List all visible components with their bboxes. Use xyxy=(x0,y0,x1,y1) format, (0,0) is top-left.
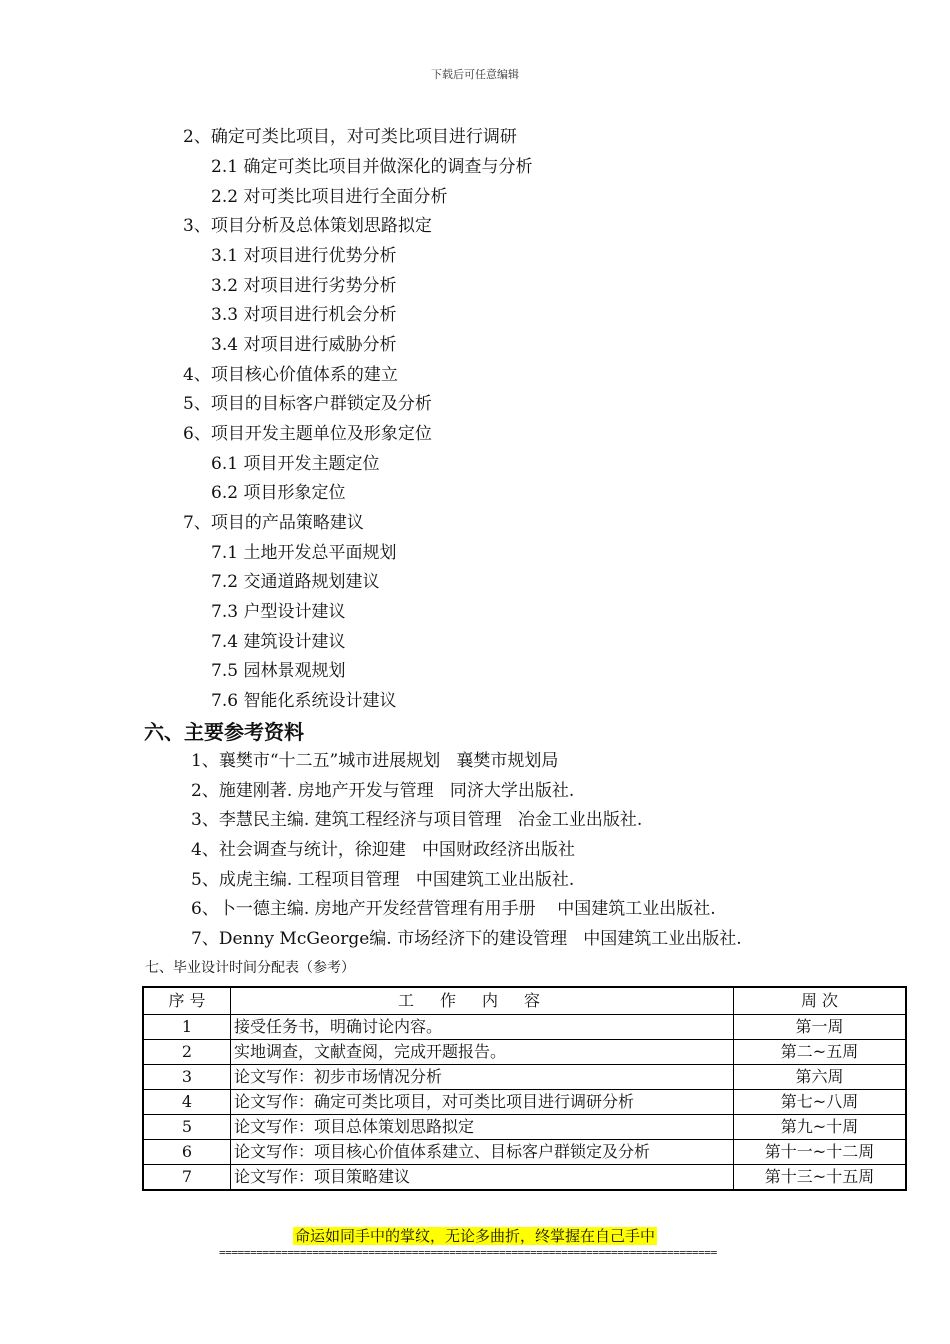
footer-motto-text: 命运如同手中的掌纹，无论多曲折，终掌握在自己手中 xyxy=(294,1227,655,1245)
outline-item-5: 5、项目的目标客户群锁定及分析 xyxy=(183,394,432,414)
outline-item-2-2: 2.2 对可类比项目进行全面分析 xyxy=(211,187,448,207)
row-index: 4 xyxy=(143,1090,231,1115)
row-index: 5 xyxy=(143,1115,231,1140)
footer-rule: ================================================================================ xyxy=(219,1246,717,1259)
page-header: 下载后可任意编辑 xyxy=(431,68,519,81)
outline-item-3-1: 3.1 对项目进行优势分析 xyxy=(211,246,397,266)
reference-item: 3、李慧民主编. 建筑工程经济与项目管理 冶金工业出版社. xyxy=(191,810,643,830)
outline-item-3-3: 3.3 对项目进行机会分析 xyxy=(211,305,397,325)
row-week: 第十一~十二周 xyxy=(734,1140,907,1165)
row-week: 第十三~十五周 xyxy=(734,1165,907,1191)
outline-item-3-4: 3.4 对项目进行威胁分析 xyxy=(211,335,397,355)
references-title: 六、主要参考资料 xyxy=(144,720,304,744)
row-week: 第六周 xyxy=(734,1065,907,1090)
table-row xyxy=(143,1040,906,1065)
outline-item-7-5: 7.5 园林景观规划 xyxy=(211,661,346,681)
row-content: 论文写作：初步市场情况分析 xyxy=(231,1065,734,1090)
outline-item-3: 3、项目分析及总体策划思路拟定 xyxy=(183,216,432,236)
table-header-row xyxy=(143,987,906,1015)
outline-item-6: 6、项目开发主题单位及形象定位 xyxy=(183,424,432,444)
header-week: 周 次 xyxy=(734,987,907,1015)
schedule-caption: 七、毕业设计时间分配表（参考） xyxy=(145,960,355,976)
table-row xyxy=(143,1165,906,1191)
table-row xyxy=(143,1015,906,1040)
row-week: 第七~八周 xyxy=(734,1090,907,1115)
header-index: 序 号 xyxy=(143,987,231,1015)
row-content: 接受任务书，明确讨论内容。 xyxy=(231,1015,734,1040)
table-row xyxy=(143,1065,906,1090)
reference-item: 4、社会调查与统计，徐迎建 中国财政经济出版社 xyxy=(191,840,576,860)
table-row xyxy=(143,1090,906,1115)
outline-item-2: 2、确定可类比项目，对可类比项目进行调研 xyxy=(183,127,517,147)
row-content: 实地调查，文献查阅，完成开题报告。 xyxy=(231,1040,734,1065)
outline-item-7-6: 7.6 智能化系统设计建议 xyxy=(211,691,397,711)
footer-motto xyxy=(0,1226,950,1246)
row-index: 7 xyxy=(143,1165,231,1191)
outline-item-2-1: 2.1 确定可类比项目并做深化的调查与分析 xyxy=(211,157,533,177)
row-content: 论文写作：项目策略建议 xyxy=(231,1165,734,1191)
reference-item: 2、施建刚著. 房地产开发与管理 同济大学出版社. xyxy=(191,781,575,801)
outline-item-7-3: 7.3 户型设计建议 xyxy=(211,602,346,622)
row-index: 1 xyxy=(143,1015,231,1040)
table-row xyxy=(143,1140,906,1165)
outline-item-7: 7、项目的产品策略建议 xyxy=(183,513,364,533)
row-index: 6 xyxy=(143,1140,231,1165)
row-content: 论文写作：项目核心价值体系建立、目标客户群锁定及分析 xyxy=(231,1140,734,1165)
row-week: 第一周 xyxy=(734,1015,907,1040)
reference-item: 1、襄樊市“十二五”城市进展规划 襄樊市规划局 xyxy=(191,751,559,771)
row-index: 3 xyxy=(143,1065,231,1090)
table-row xyxy=(143,1115,906,1140)
reference-item: 6、卜一德主编. 房地产开发经营管理有用手册 中国建筑工业出版社. xyxy=(191,899,716,919)
schedule-table xyxy=(142,986,907,1191)
outline-item-3-2: 3.2 对项目进行劣势分析 xyxy=(211,276,397,296)
reference-item: 5、成虎主编. 工程项目管理 中国建筑工业出版社. xyxy=(191,870,575,890)
outline-item-7-1: 7.1 土地开发总平面规划 xyxy=(211,543,397,563)
outline-item-7-4: 7.4 建筑设计建议 xyxy=(211,632,346,652)
outline-item-6-2: 6.2 项目形象定位 xyxy=(211,483,346,503)
row-index: 2 xyxy=(143,1040,231,1065)
outline-item-7-2: 7.2 交通道路规划建议 xyxy=(211,572,380,592)
row-content: 论文写作：确定可类比项目，对可类比项目进行调研分析 xyxy=(231,1090,734,1115)
header-content: 工作内容 xyxy=(231,987,734,1015)
row-week: 第九~十周 xyxy=(734,1115,907,1140)
row-week: 第二~五周 xyxy=(734,1040,907,1065)
outline-item-6-1: 6.1 项目开发主题定位 xyxy=(211,454,380,474)
outline-item-4: 4、项目核心价值体系的建立 xyxy=(183,365,398,385)
reference-item: 7、Denny McGeorge编. 市场经济下的建设管理 中国建筑工业出版社. xyxy=(191,929,742,949)
row-content: 论文写作：项目总体策划思路拟定 xyxy=(231,1115,734,1140)
